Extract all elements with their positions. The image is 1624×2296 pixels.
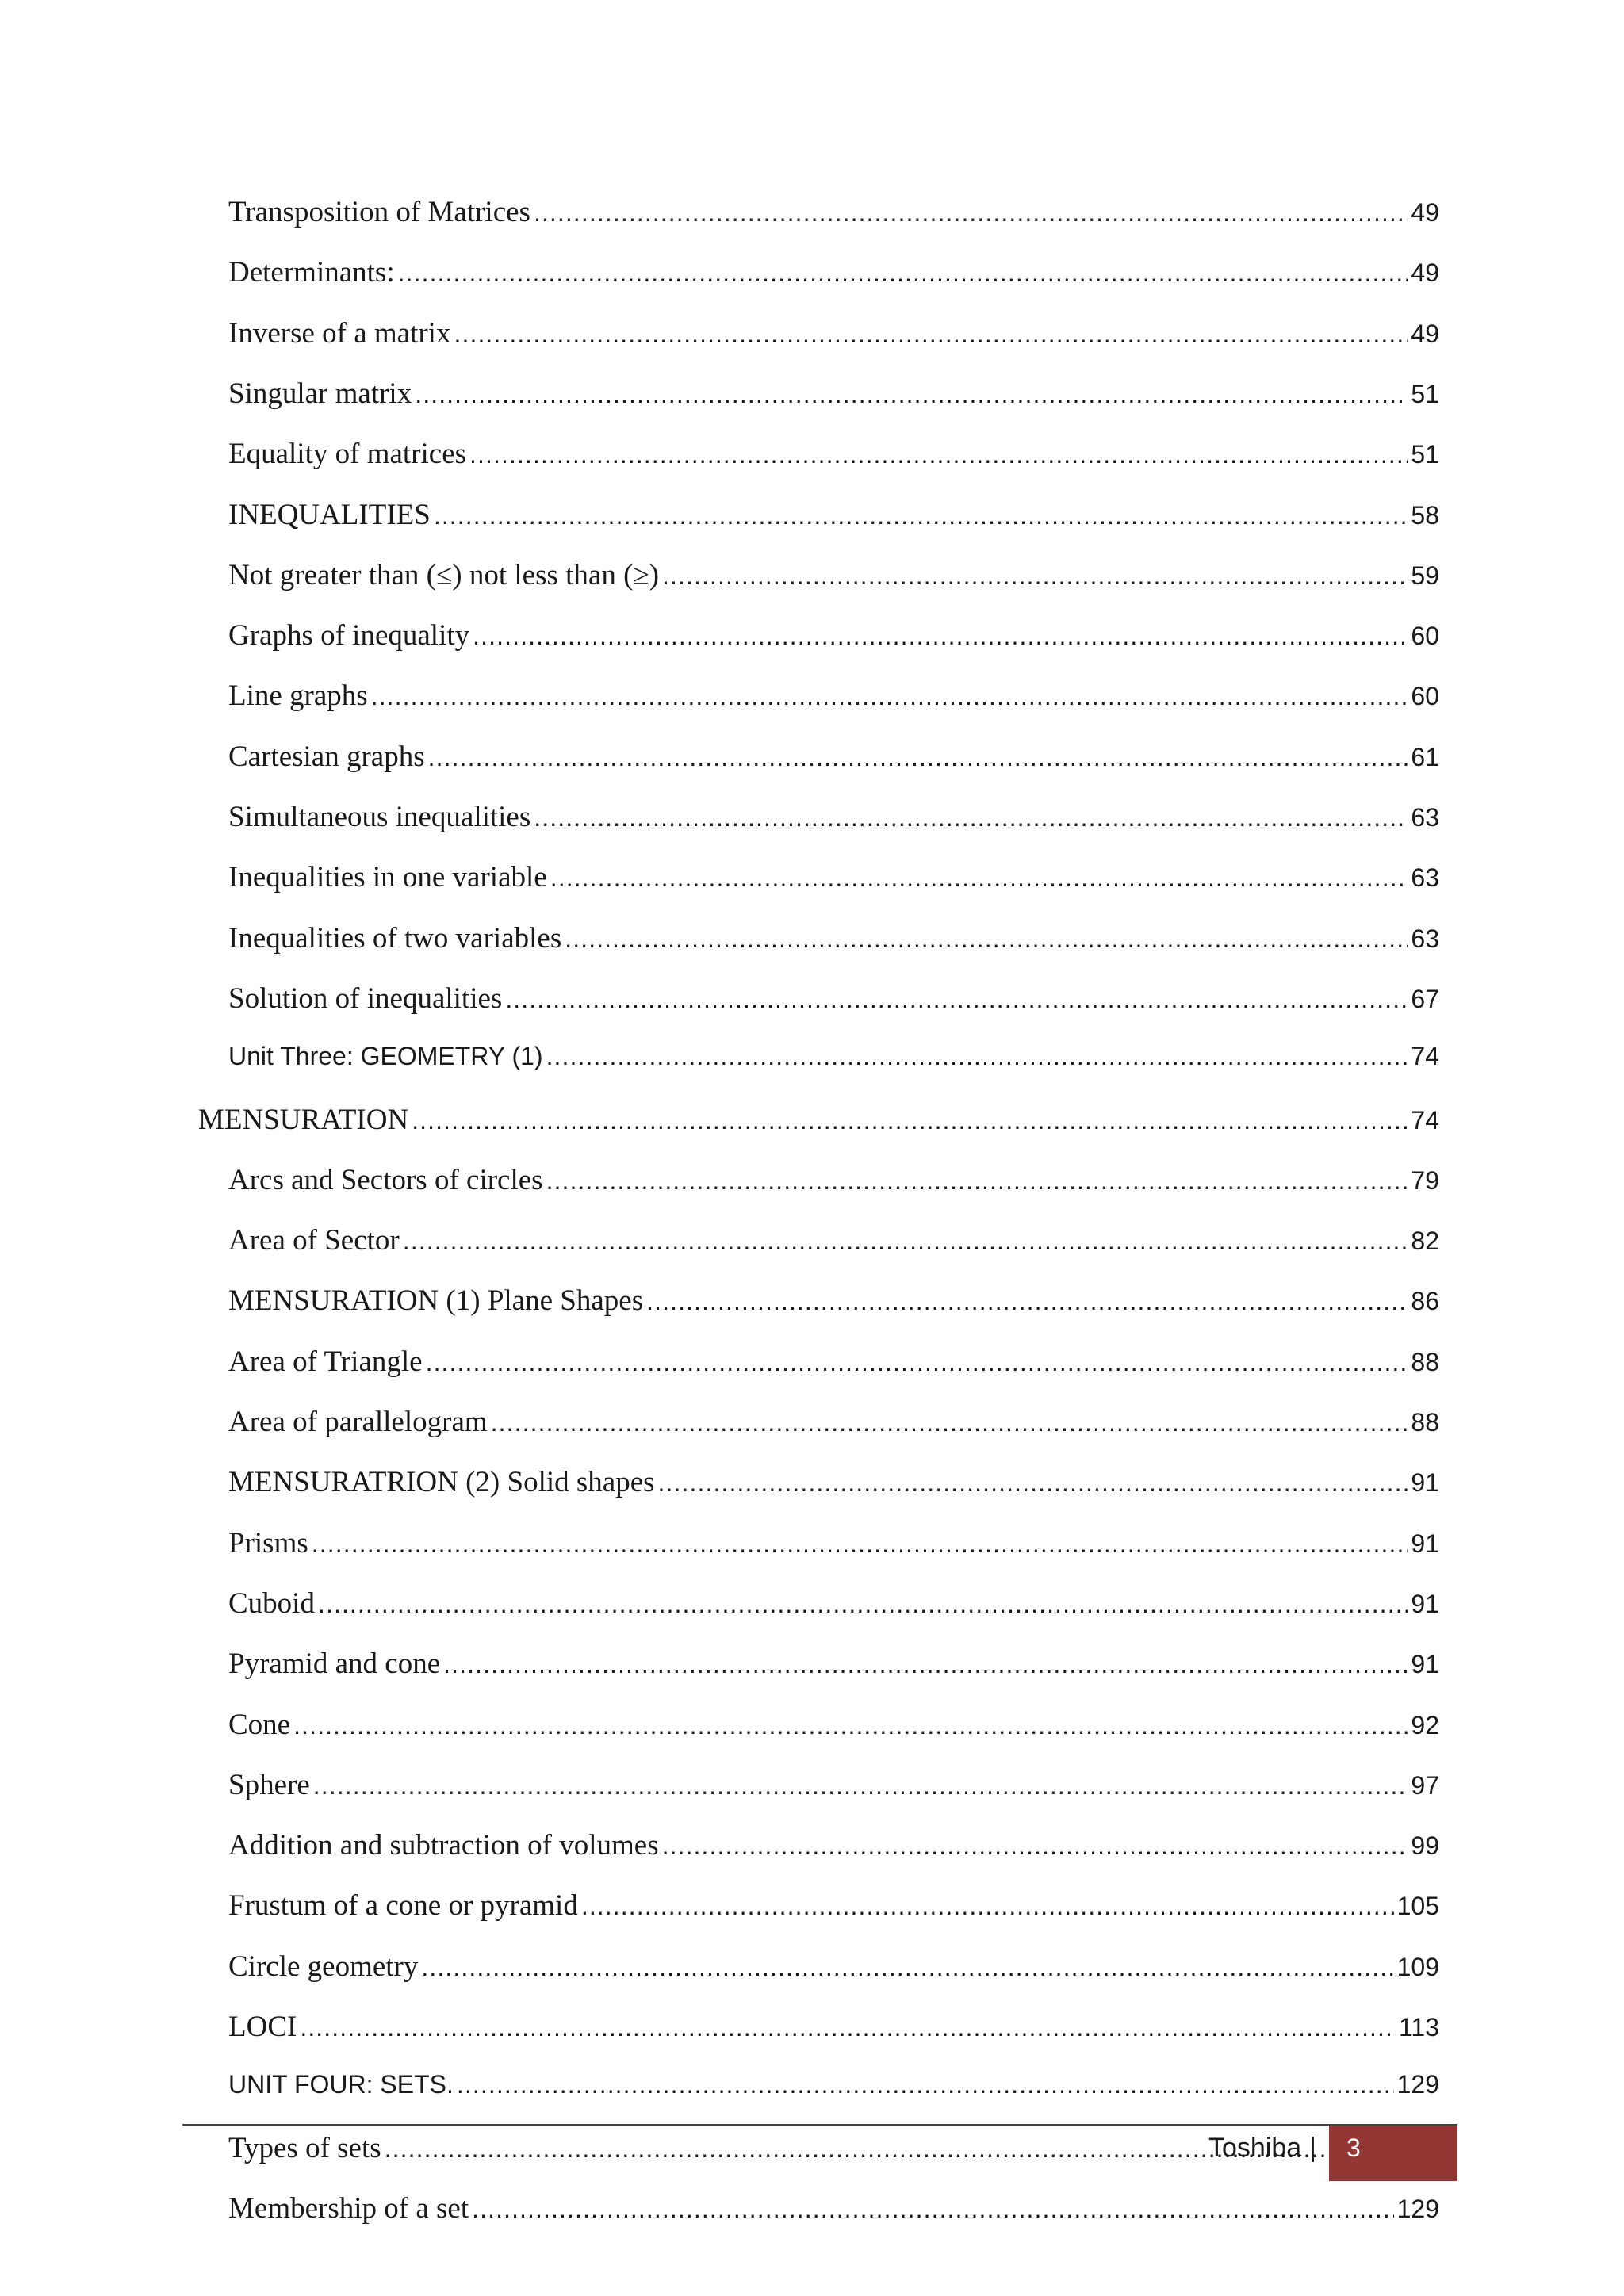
toc-dot-leader bbox=[469, 440, 1408, 469]
toc-entry-title: Singular matrix bbox=[228, 377, 412, 410]
toc-entry-page: 51 bbox=[1411, 440, 1439, 469]
toc-entry-title: Inverse of a matrix bbox=[228, 316, 451, 350]
toc-entry-page: 99 bbox=[1411, 1831, 1439, 1861]
toc-entry-page: 129 bbox=[1396, 2194, 1439, 2223]
footer-separator: | bbox=[1309, 2133, 1316, 2163]
toc-entry-title: Sphere bbox=[228, 1768, 310, 1801]
toc-entry-page: 60 bbox=[1411, 682, 1439, 711]
toc-entry-page: 58 bbox=[1411, 500, 1439, 530]
toc-entry-page: 88 bbox=[1411, 1408, 1439, 1437]
toc-dot-leader bbox=[658, 1468, 1408, 1498]
toc-entry-page: 59 bbox=[1411, 561, 1439, 590]
toc-entry[interactable] bbox=[228, 316, 1439, 373]
toc-entry-title: Unit Three: GEOMETRY (1) bbox=[228, 1042, 543, 1071]
toc-dot-leader bbox=[534, 803, 1408, 832]
toc-entry[interactable] bbox=[228, 921, 1439, 978]
toc-dot-leader bbox=[565, 924, 1408, 954]
toc-dot-leader bbox=[662, 561, 1408, 591]
toc-entry-title: MENSURATRION (2) Solid shapes bbox=[228, 1466, 655, 1499]
toc-entry-title: MENSURATION bbox=[198, 1103, 409, 1136]
toc-entry-page: 49 bbox=[1411, 198, 1439, 227]
toc-entry-page: 129 bbox=[1396, 2070, 1439, 2099]
toc-entry-title: Pyramid and cone bbox=[228, 1647, 441, 1681]
toc-dot-leader bbox=[472, 2195, 1393, 2224]
toc-dot-leader bbox=[546, 1166, 1408, 1196]
toc-dot-leader bbox=[398, 258, 1408, 288]
footer-label bbox=[1208, 2133, 1316, 2164]
toc-entry-title: Graphs of inequality bbox=[228, 619, 470, 652]
toc-entry-page: 109 bbox=[1396, 1952, 1439, 1981]
toc-entry-title: INEQUALITIES bbox=[228, 498, 431, 531]
toc-entry-page: 49 bbox=[1411, 319, 1439, 348]
toc-entry[interactable] bbox=[228, 1223, 1439, 1280]
toc-entry[interactable] bbox=[228, 860, 1439, 916]
toc-dot-leader bbox=[550, 863, 1408, 893]
toc-entry[interactable] bbox=[228, 1828, 1439, 1885]
toc-entry-title: Membership of a set bbox=[228, 2191, 469, 2225]
toc-entry[interactable] bbox=[228, 618, 1439, 675]
toc-entry-page: 67 bbox=[1411, 984, 1439, 1013]
toc-entry-page: 86 bbox=[1411, 1287, 1439, 1316]
toc-entry-page: 82 bbox=[1411, 1226, 1439, 1256]
toc-dot-leader bbox=[454, 320, 1408, 349]
toc-entry-title: Determinants: bbox=[228, 256, 395, 289]
toc-entry-page: 63 bbox=[1411, 924, 1439, 953]
toc-entry-title: Inequalities in one variable bbox=[228, 861, 547, 894]
toc-dot-leader bbox=[318, 1590, 1408, 1619]
toc-dot-leader bbox=[473, 622, 1408, 651]
toc-dot-leader bbox=[403, 1226, 1408, 1256]
toc-entry-title: Cartesian graphs bbox=[228, 740, 425, 773]
toc-entry[interactable] bbox=[228, 1586, 1439, 1643]
toc-entry[interactable] bbox=[228, 1888, 1439, 1945]
toc-entry-title: Transposition of Matrices bbox=[228, 196, 530, 228]
toc-entry-title: Area of Sector bbox=[228, 1224, 400, 1257]
toc-dot-leader bbox=[505, 985, 1408, 1014]
toc-entry[interactable] bbox=[198, 1103, 1439, 1159]
toc-entry-title: Area of Triangle bbox=[228, 1345, 423, 1378]
toc-entry-page: 105 bbox=[1396, 1892, 1439, 1921]
toc-dot-leader bbox=[428, 743, 1408, 772]
toc-entry-title: Line graphs bbox=[228, 679, 368, 713]
toc-entry-title: Circle geometry bbox=[228, 1950, 419, 1983]
toc-entry[interactable] bbox=[228, 377, 1439, 433]
toc-dot-leader bbox=[534, 198, 1408, 228]
toc-entry[interactable] bbox=[228, 1768, 1439, 1824]
toc-entry-title: UNIT FOUR: SETS. bbox=[228, 2070, 454, 2099]
toc-entry-page: 74 bbox=[1411, 1105, 1439, 1135]
toc-entry-title: Simultaneous inequalities bbox=[228, 801, 531, 833]
toc-entry[interactable] bbox=[228, 982, 1439, 1038]
toc-dot-leader bbox=[415, 380, 1408, 409]
toc-entry-title: Not greater than (≤) not less than (≥) bbox=[228, 558, 660, 591]
toc-entry-title: Arcs and Sectors of circles bbox=[228, 1163, 543, 1196]
toc-entry[interactable] bbox=[228, 195, 1439, 251]
toc-entry[interactable] bbox=[228, 1163, 1439, 1219]
toc-entry[interactable] bbox=[228, 1465, 1439, 1521]
toc-dot-leader bbox=[371, 682, 1408, 711]
toc-entry-page: 88 bbox=[1411, 1347, 1439, 1376]
toc-entry-page: 91 bbox=[1411, 1589, 1439, 1618]
toc-entry-title: Prisms bbox=[228, 1526, 308, 1559]
toc-entry[interactable] bbox=[228, 1950, 1439, 2006]
toc-entry[interactable] bbox=[228, 558, 1439, 614]
toc-entry[interactable] bbox=[228, 679, 1439, 735]
toc-entry[interactable] bbox=[228, 255, 1439, 312]
toc-entry-title: Solution of inequalities bbox=[228, 982, 503, 1015]
toc-dot-leader bbox=[662, 1831, 1408, 1861]
footer-author: Toshiba bbox=[1208, 2133, 1302, 2163]
toc-entry-page: 63 bbox=[1411, 863, 1439, 893]
toc-dot-leader bbox=[457, 2070, 1394, 2099]
toc-dot-leader bbox=[491, 1408, 1408, 1437]
toc-entry-page: 61 bbox=[1411, 742, 1439, 771]
toc-dot-leader bbox=[546, 1042, 1408, 1071]
toc-entry-page: 91 bbox=[1411, 1468, 1439, 1498]
toc-entry[interactable] bbox=[228, 437, 1439, 493]
toc-entry-page: 113 bbox=[1398, 2013, 1439, 2042]
toc-entry[interactable] bbox=[228, 1647, 1439, 1703]
toc-dot-leader bbox=[646, 1287, 1408, 1316]
toc-dot-leader bbox=[293, 1711, 1408, 1740]
toc-entry[interactable] bbox=[228, 1042, 1439, 1098]
toc-entry-page: 79 bbox=[1411, 1165, 1439, 1195]
toc-dot-leader bbox=[312, 1529, 1408, 1559]
toc-entry-page: 63 bbox=[1411, 803, 1439, 832]
toc-entry-title: Area of parallelogram bbox=[228, 1406, 488, 1438]
toc-entry[interactable] bbox=[228, 740, 1439, 796]
page-number-box bbox=[1329, 2126, 1457, 2181]
toc-dot-leader bbox=[300, 2013, 1396, 2042]
toc-entry-page: 91 bbox=[1411, 1529, 1439, 1558]
toc-dot-leader bbox=[434, 501, 1408, 530]
toc-entry-title: Types of sets bbox=[228, 2131, 381, 2164]
toc-entry-page: 60 bbox=[1411, 622, 1439, 651]
toc-entry[interactable] bbox=[228, 2191, 1439, 2248]
toc-entry[interactable] bbox=[228, 1526, 1439, 1582]
toc-dot-leader bbox=[443, 1650, 1408, 1679]
toc-dot-leader bbox=[426, 1348, 1408, 1377]
toc-entry[interactable] bbox=[228, 1284, 1439, 1340]
toc-entry-page: 74 bbox=[1411, 1042, 1439, 1071]
toc-entry-title: Cuboid bbox=[228, 1586, 315, 1620]
toc-entry-page: 51 bbox=[1411, 379, 1439, 408]
toc-entry[interactable] bbox=[228, 2010, 1439, 2066]
toc-entry-page: 91 bbox=[1411, 1650, 1439, 1679]
toc-dot-leader bbox=[421, 1953, 1393, 1982]
toc-entry[interactable] bbox=[228, 1405, 1439, 1461]
toc-entry[interactable] bbox=[228, 2070, 1439, 2126]
toc-dot-leader bbox=[581, 1892, 1394, 1921]
toc-entry-page: 92 bbox=[1411, 1710, 1439, 1739]
toc-entry-title: LOCI bbox=[228, 2011, 297, 2043]
toc-entry-page: 49 bbox=[1411, 258, 1439, 288]
toc-entry-title: Cone bbox=[228, 1708, 291, 1741]
toc-dot-leader bbox=[412, 1106, 1408, 1135]
toc-entry[interactable] bbox=[228, 1708, 1439, 1764]
toc-entry-title: Equality of matrices bbox=[228, 438, 467, 471]
toc-entry-title: Addition and subtraction of volumes bbox=[228, 1829, 659, 1862]
toc-entry[interactable] bbox=[228, 1345, 1439, 1401]
toc-entry-title: Inequalities of two variables bbox=[228, 921, 562, 955]
toc-entry[interactable] bbox=[228, 800, 1439, 856]
toc-dot-leader bbox=[313, 1771, 1408, 1800]
page-number: 3 bbox=[1346, 2133, 1361, 2162]
toc-entry-page: 97 bbox=[1411, 1770, 1439, 1800]
toc-entry[interactable] bbox=[228, 498, 1439, 554]
toc-entry-title: MENSURATION (1) Plane Shapes bbox=[228, 1284, 644, 1318]
toc-entry-title: Frustum of a cone or pyramid bbox=[228, 1889, 578, 1923]
footer-rule bbox=[182, 2124, 1457, 2126]
